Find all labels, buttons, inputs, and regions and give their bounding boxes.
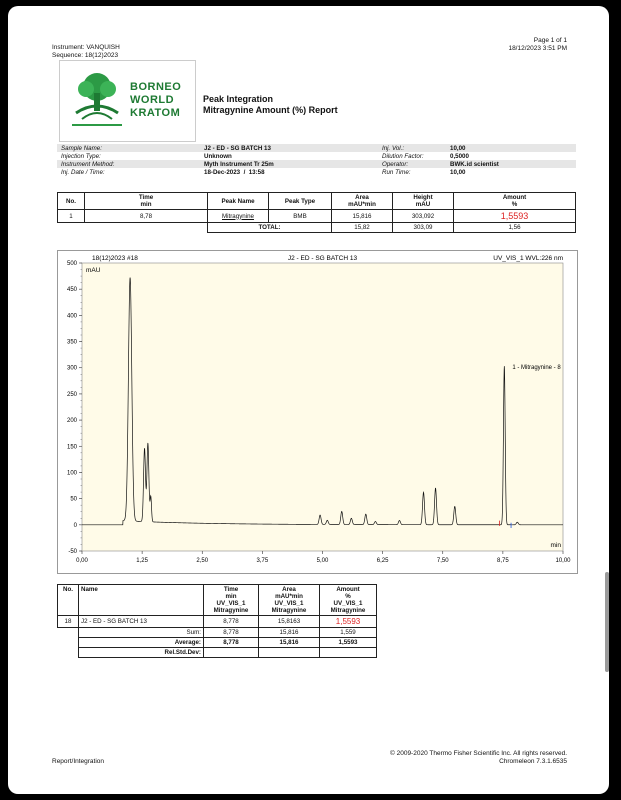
y-tick-label: -50 [68,549,77,555]
page-number: Page 1 of 1 [533,37,567,44]
chromatogram [57,250,578,574]
info-row: Instrument Method: Myth Instrument Tr 25m Operator: BWK.id scientist [57,160,576,168]
peak-label: 1 - Mitragynine - 8 [512,365,561,372]
footer-left: Report/Integration [52,758,105,765]
x-tick-label: 6,25 [376,558,389,564]
peak-table-header: No. Time min Peak Name Peak Type Area mAU*min Height mAU Amount % [58,193,576,210]
x-tick-label: 3,75 [256,558,269,564]
summary-header: No. Name Time min UV_VIS_1 Mitragynine Area mAU*min UV_VIS_1 Mitragynine Amount % UV_VIS_1 Mitragynine [58,585,377,616]
info-row: Inj. Date / Time: 18-Dec-2023 / 13:58 Run Time: 10,00 [61,168,466,176]
chart-header-center: J2 - ED - SG BATCH 13 [287,255,358,262]
plot-area [82,263,563,551]
y-tick-label: 450 [66,287,77,294]
x-tick-label: 8,75 [497,558,509,564]
table-row: 1 8,78 Mitragynine BMB 15,816 303,092 1,5593 [58,210,576,223]
x-axis-label: min [550,542,561,549]
info-row: Sample Name: J2 - ED - SG BATCH 13 Inj. Vol.: 10,00 [57,144,576,152]
average-row: Average: 8,778 15,816 1,5593 [58,638,377,648]
report-page [8,6,609,794]
sequence-label: Sequence: 18(12)2023 [52,52,119,59]
logo-text-3: KRATOM [130,107,181,119]
y-tick-label: 500 [66,261,77,267]
y-tick-label: 350 [66,339,77,346]
chart-header-right: UV_VIS_1 WVL:226 nm [493,255,563,262]
logo-text-2: WORLD [130,94,175,106]
y-tick-label: 50 [70,496,77,503]
report-datetime: 18/12/2023 3:51 PM [508,45,567,52]
footer-version: Chromeleon 7.3.1.6535 [499,758,567,765]
x-tick-label: 2,50 [196,558,209,564]
peak-results-table [57,192,576,233]
report-title-line2: Mitragynine Amount (%) Report [203,105,338,115]
report-title [203,94,338,116]
scrollbar[interactable] [605,572,609,672]
y-axis-label: mAU [86,267,101,274]
y-tick-label: 0 [73,522,77,529]
company-logo [59,60,196,142]
report-title-line1: Peak Integration [203,94,274,104]
tree-logo-icon [66,69,128,131]
y-tick-label: 100 [66,470,77,477]
y-tick-label: 300 [66,365,77,372]
amount-value: 1,5593 [454,210,576,223]
x-tick-label: 10,00 [555,558,571,564]
y-tick-label: 150 [66,444,77,451]
sample-info-table [57,144,576,176]
table-row: 18 J2 - ED - SG BATCH 13 8,778 15,8163 1,5593 [58,616,377,628]
total-row: TOTAL: 15,82 303,09 1,56 [58,223,576,233]
chromatogram-svg [58,251,577,573]
x-tick-label: 0,00 [76,558,88,564]
footer-copyright: © 2009-2020 Thermo Fisher Scientific Inc. All rights reserved. [390,750,567,757]
y-tick-label: 250 [66,391,77,398]
rsd-row: Rel.Std.Dev: [58,648,377,658]
x-tick-label: 1,25 [136,558,148,564]
info-row: Injection Type: Unknown Dilution Factor: 0,5000 [61,152,469,160]
x-tick-label: 5,00 [316,558,329,564]
y-tick-label: 200 [66,418,77,425]
summary-table [57,584,377,658]
sum-row: Sum: 8,778 15,816 1,559 [58,628,377,638]
logo-text-1: BORNEO [130,81,182,93]
chart-header-left: 18(12)2023 #18 [92,255,138,262]
x-tick-label: 7,50 [436,558,449,564]
y-tick-label: 400 [66,313,77,320]
instrument-label: Instrument: VANQUISH [52,44,120,51]
